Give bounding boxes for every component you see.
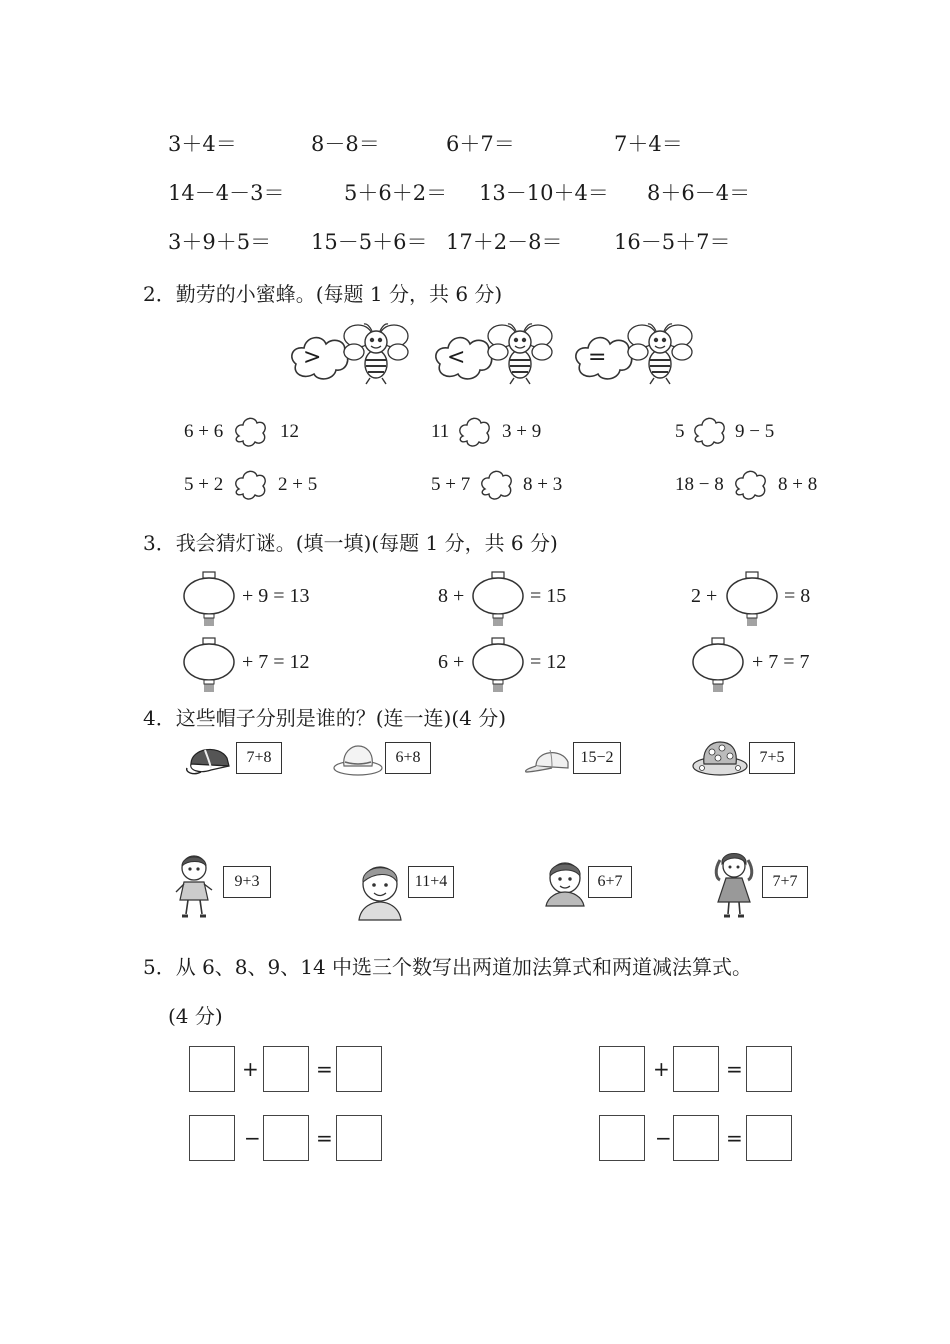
kid-label: 11+4 xyxy=(408,866,454,898)
q1-expression: 13－10＋4＝ xyxy=(479,181,609,205)
equals-symbol: = xyxy=(588,345,607,370)
compare-right: 3 + 9 xyxy=(502,421,542,442)
compare-left: 5 + 7 xyxy=(431,474,471,495)
minus-sign: − xyxy=(244,1126,261,1150)
compare-right: 8 + 3 xyxy=(523,474,563,495)
plus-sign: + xyxy=(653,1057,670,1081)
lantern-blank[interactable] xyxy=(726,572,780,628)
hat-label: 15−2 xyxy=(573,742,621,774)
lantern-blank[interactable] xyxy=(692,638,746,694)
equals-sign: = xyxy=(316,1057,333,1081)
answer-cloud[interactable] xyxy=(692,414,726,448)
answer-box[interactable] xyxy=(599,1046,645,1092)
boy-face-icon xyxy=(540,858,590,906)
q5-score: (4 分) xyxy=(168,1004,223,1028)
sun-hat-icon xyxy=(332,742,384,778)
answer-cloud[interactable] xyxy=(233,467,267,501)
q3-title: 3．我会猜灯谜。(填一填)(每题 1 分，共 6 分) xyxy=(143,531,558,555)
lantern-equation-post: = 12 xyxy=(530,651,567,673)
answer-box[interactable] xyxy=(336,1046,382,1092)
answer-box[interactable] xyxy=(263,1046,309,1092)
compare-right: 9 − 5 xyxy=(735,421,775,442)
compare-right: 2 + 5 xyxy=(278,474,318,495)
kid-label: 6+7 xyxy=(588,866,632,898)
hat-label: 7+8 xyxy=(236,742,282,774)
bee-legend xyxy=(288,322,708,388)
equals-sign: = xyxy=(726,1126,743,1150)
equals-sign: = xyxy=(726,1057,743,1081)
hat-label: 6+8 xyxy=(385,742,431,774)
answer-box[interactable] xyxy=(189,1115,235,1161)
boy-icon xyxy=(355,858,405,920)
q1-expression: 8＋6－4＝ xyxy=(647,181,751,205)
compare-right: 8 + 8 xyxy=(778,474,818,495)
compare-left: 6 + 6 xyxy=(184,421,224,442)
q2-title: 2．勤劳的小蜜蜂。(每题 1 分，共 6 分) xyxy=(143,282,503,306)
answer-box[interactable] xyxy=(746,1046,792,1092)
answer-cloud[interactable] xyxy=(479,467,513,501)
lantern-equation-pre: 2 + xyxy=(691,585,718,607)
lantern-equation-post: = 8 xyxy=(784,585,811,607)
answer-box[interactable] xyxy=(673,1046,719,1092)
cap-icon xyxy=(522,742,574,778)
q1-expression: 6＋7＝ xyxy=(446,132,515,156)
girl-icon xyxy=(172,852,218,922)
q1-expression: 5＋6＋2＝ xyxy=(344,181,448,205)
answer-box[interactable] xyxy=(746,1115,792,1161)
greater-than-symbol: > xyxy=(303,345,322,370)
flower-hat-icon xyxy=(690,738,748,778)
lantern-blank[interactable] xyxy=(472,638,526,694)
answer-cloud[interactable] xyxy=(233,414,267,448)
girl-dress-icon xyxy=(712,850,758,922)
lantern-equation-post: + 7 = 12 xyxy=(242,651,310,673)
hat-label: 7+5 xyxy=(749,742,795,774)
lantern-equation-post: = 15 xyxy=(530,585,567,607)
kid-label: 9+3 xyxy=(223,866,271,898)
compare-left: 11 xyxy=(431,421,450,442)
answer-box[interactable] xyxy=(336,1115,382,1161)
q1-expression: 16－5＋7＝ xyxy=(614,230,731,254)
kid-label: 7+7 xyxy=(762,866,808,898)
q1-expression: 7＋4＝ xyxy=(614,132,683,156)
minus-sign: − xyxy=(655,1126,672,1150)
plus-sign: + xyxy=(242,1057,259,1081)
baseball-cap-icon xyxy=(185,742,237,778)
q5-title: 5．从 6、8、9、14 中选三个数写出两道加法算式和两道减法算式。 xyxy=(143,955,753,979)
q1-expression: 15－5＋6＝ xyxy=(311,230,428,254)
answer-box[interactable] xyxy=(599,1115,645,1161)
compare-left: 5 xyxy=(675,421,685,442)
lantern-equation-post: + 9 = 13 xyxy=(242,585,310,607)
compare-left: 18 − 8 xyxy=(675,474,724,495)
lantern-equation-pre: 6 + xyxy=(438,651,465,673)
compare-right: 12 xyxy=(280,421,299,442)
answer-box[interactable] xyxy=(673,1115,719,1161)
lantern-blank[interactable] xyxy=(183,572,237,628)
lantern-equation-post: + 7 = 7 xyxy=(752,651,810,673)
less-than-symbol: < xyxy=(447,345,466,370)
compare-left: 5 + 2 xyxy=(184,474,224,495)
lantern-equation-pre: 8 + xyxy=(438,585,465,607)
answer-box[interactable] xyxy=(189,1046,235,1092)
answer-cloud[interactable] xyxy=(457,414,491,448)
answer-box[interactable] xyxy=(263,1115,309,1161)
q4-title: 4．这些帽子分别是谁的？(连一连)(4 分) xyxy=(143,706,507,730)
lantern-blank[interactable] xyxy=(472,572,526,628)
answer-cloud[interactable] xyxy=(733,467,767,501)
q1-expression: 8－8＝ xyxy=(311,132,380,156)
equals-sign: = xyxy=(316,1126,333,1150)
q1-expression: 17＋2－8＝ xyxy=(446,230,563,254)
q1-expression: 3＋9＋5＝ xyxy=(168,230,272,254)
lantern-blank[interactable] xyxy=(183,638,237,694)
q1-expression: 14－4－3＝ xyxy=(168,181,285,205)
q1-expression: 3＋4＝ xyxy=(168,132,237,156)
